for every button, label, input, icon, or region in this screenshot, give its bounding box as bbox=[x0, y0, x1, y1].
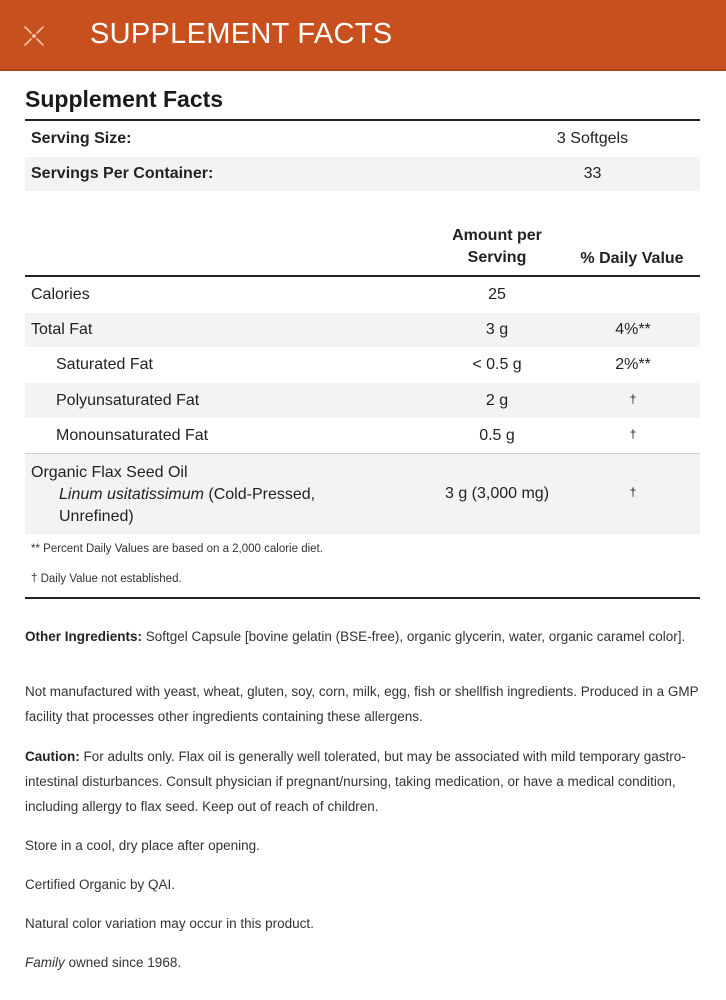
nutrient-dv: † bbox=[629, 427, 637, 441]
flax-oil-latin-line bbox=[31, 484, 315, 506]
nutrient-amount: < 0.5 g bbox=[472, 356, 522, 373]
nutrient-amount: 25 bbox=[488, 286, 506, 303]
serving-size-row bbox=[25, 122, 700, 156]
nutrient-dv: 4%** bbox=[615, 321, 651, 338]
nutrient-dv: 2%** bbox=[615, 356, 651, 373]
nutrient-amount: 2 g bbox=[485, 392, 509, 409]
nutrient-row bbox=[25, 419, 700, 453]
daily-value-header: % Daily Value bbox=[580, 250, 684, 267]
flax-oil-process-2: Unrefined) bbox=[59, 508, 134, 525]
nutrient-dv: † bbox=[629, 392, 637, 406]
servings-value: 33 bbox=[583, 165, 602, 182]
nutrient-label: Monounsaturated Fat bbox=[56, 427, 209, 444]
nutrient-label: Polyunsaturated Fat bbox=[56, 392, 200, 409]
family-owned-note bbox=[25, 950, 705, 975]
amount-header-line1: Amount per bbox=[452, 227, 542, 244]
section-header bbox=[0, 0, 726, 71]
flax-oil-row bbox=[25, 454, 700, 534]
section-title: SUPPLEMENT FACTS bbox=[90, 18, 393, 50]
nutrient-row bbox=[25, 278, 700, 312]
color-variation-note: Natural color variation may occur in this product. bbox=[25, 916, 314, 931]
family-rest: owned since 1968. bbox=[64, 955, 182, 970]
flax-oil-latin: Linum usitatissimum bbox=[59, 486, 204, 503]
flax-oil-name: Organic Flax Seed Oil bbox=[31, 464, 188, 481]
amount-header-line2: Serving bbox=[467, 249, 527, 266]
x-close-icon[interactable] bbox=[22, 24, 46, 48]
other-ingredients-label: Other Ingredients: bbox=[25, 629, 143, 644]
other-ingredients-text: Softgel Capsule [bovine gelatin (BSE-free), organic glycerin, water, organic caramel color]. bbox=[142, 629, 686, 644]
other-ingredients bbox=[25, 624, 705, 649]
nutrient-label: Saturated Fat bbox=[56, 356, 153, 373]
serving-size-label: Serving Size: bbox=[31, 130, 132, 147]
nutrients-top-rule bbox=[25, 275, 700, 277]
amount-per-serving-header bbox=[427, 225, 567, 269]
header-divider bbox=[0, 69, 726, 71]
facts-top-rule bbox=[25, 119, 700, 121]
nutrient-amount: 0.5 g bbox=[479, 427, 515, 444]
footnote-daily-values: ** Percent Daily Values are based on a 2,000 calorie diet. bbox=[31, 543, 323, 555]
nutrient-amount: 3 g bbox=[485, 321, 509, 338]
nutrient-row bbox=[25, 313, 700, 347]
flax-oil-label bbox=[31, 462, 315, 528]
certification: Certified Organic by QAI. bbox=[25, 877, 176, 892]
servings-label: Servings Per Container: bbox=[31, 165, 214, 182]
facts-bottom-rule bbox=[25, 597, 700, 599]
flax-oil-process: (Cold-Pressed, bbox=[203, 486, 316, 503]
nutrient-row bbox=[25, 348, 700, 382]
nutrient-row bbox=[25, 383, 700, 418]
caution-text: For adults only. Flax oil is generally well tolerated, but may be associated with mild temporary gastro-intestinal disturbances. Consult physician if pregnant/nursing, taking medication, or have a medical condition, including allergy to flax seed. Keep out of reach of children. bbox=[25, 749, 686, 814]
serving-size-value: 3 Softgels bbox=[556, 130, 629, 147]
flax-oil-amount: 3 g (3,000 mg) bbox=[444, 485, 550, 502]
allergen-statement: Not manufactured with yeast, wheat, gluten, soy, corn, milk, egg, fish or shellfish ingredients. Produced in a GMP facility that processes other ingredients containing these allergens. bbox=[25, 684, 699, 724]
nutrient-label: Calories bbox=[31, 286, 90, 303]
caution-statement bbox=[25, 744, 705, 819]
family-word: Family bbox=[25, 955, 65, 970]
servings-per-container-row bbox=[25, 157, 700, 191]
facts-title: Supplement Facts bbox=[25, 86, 224, 112]
footnote-not-established: † Daily Value not established. bbox=[31, 573, 182, 585]
nutrient-label: Total Fat bbox=[31, 321, 93, 338]
caution-label: Caution: bbox=[25, 749, 80, 764]
flax-oil-dv: † bbox=[629, 485, 637, 499]
storage-instructions: Store in a cool, dry place after opening. bbox=[25, 838, 260, 853]
